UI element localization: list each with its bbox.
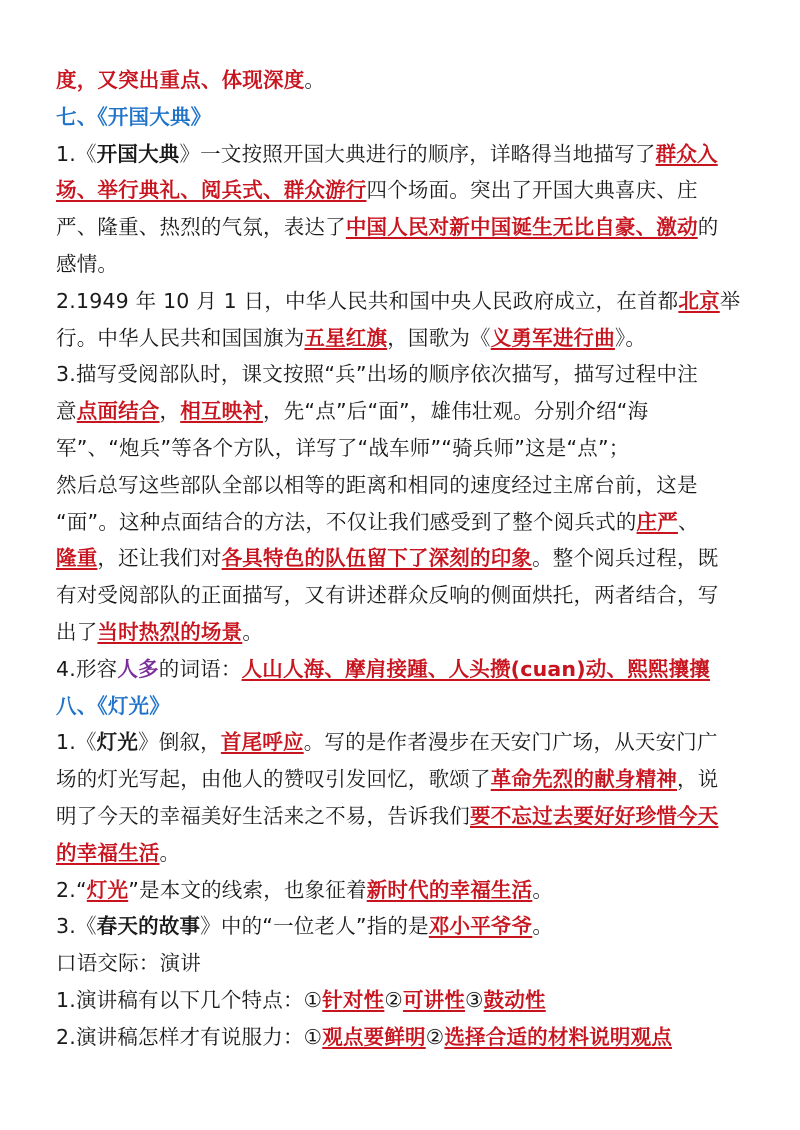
highlighted-answer: 五星红旗 (304, 325, 388, 350)
highlighted-answer: 革命先烈的献身精神 (490, 767, 678, 792)
highlighted-answer: 的幸福生活 (56, 840, 160, 865)
text-line (56, 430, 752, 467)
text-line (56, 283, 752, 320)
text-segment: 明了今天的幸福美好生活来之不易，告诉我们 (56, 803, 470, 828)
bold-title: 灯光 (96, 730, 139, 755)
text-segment: 2.“ (56, 877, 87, 902)
text-segment: 感情。 (56, 251, 119, 276)
text-segment: 》一文按照开国大典进行的顺序，详略得当地描写了 (179, 141, 656, 166)
text-line (56, 724, 752, 761)
text-line (56, 393, 752, 430)
text-segment: 。 (242, 619, 264, 644)
highlighted-answer: 当时热烈的场景 (97, 619, 243, 644)
text-line (56, 540, 752, 577)
text-line (56, 908, 752, 945)
text-segment: ，说 (677, 767, 719, 792)
text-line (56, 246, 752, 283)
text-segment: 有对受阅部队的正面描写，又有讲述群众反响的侧面烘托，两者结合，写 (56, 583, 719, 608)
text-segment: 4.形容 (56, 656, 118, 681)
text-segment: 意 (56, 399, 77, 424)
highlighted-answer: 人山人海、摩肩接踵、人头攒(cuan)动、熙熙攘攘 (241, 656, 710, 681)
text-segment: ，先“点”后“面”，雄伟壮观。分别介绍“海 (263, 399, 649, 424)
highlighted-answer: 选择合适的材料说明观点 (444, 1024, 673, 1049)
text-line (56, 209, 752, 246)
text-segment: 。 (304, 68, 326, 92)
text-line (56, 982, 752, 1019)
text-segment: ，国歌为《 (387, 325, 491, 350)
text-line (56, 835, 752, 872)
text-segment: 》中的“一位老人”指的是 (200, 914, 429, 939)
text-segment: ② (425, 1024, 445, 1049)
text-segment: ， (159, 399, 181, 424)
text-line (56, 320, 752, 357)
text-line (56, 99, 752, 136)
text-line (56, 504, 752, 541)
text-line (56, 945, 752, 982)
highlighted-answer: 义勇军进行曲 (490, 325, 615, 350)
text-line (56, 872, 752, 909)
text-segment: ③ (465, 987, 484, 1012)
text-segment: 1.演讲稿有以下几个特点：① (56, 987, 323, 1012)
text-segment: 1.《 (56, 730, 97, 755)
highlighted-answer: 庄严 (636, 509, 678, 534)
text-segment: 。 (532, 914, 554, 939)
bold-title: 春天的故事 (96, 914, 201, 939)
text-segment: 的词语： (158, 656, 242, 681)
text-segment: 出了 (56, 619, 98, 644)
text-segment: 3.《 (56, 914, 97, 939)
section-heading: 八、《灯光》 (56, 693, 170, 718)
text-line (56, 761, 752, 798)
highlighted-answer: 点面结合 (76, 399, 160, 424)
text-segment: 》。 (614, 325, 647, 350)
text-segment: “面”。这种点面结合的方法，不仅让我们感受到了整个阅兵式的 (56, 509, 637, 534)
text-line (56, 798, 752, 835)
text-segment: 举 (719, 288, 741, 313)
text-segment: 。 (159, 840, 181, 865)
highlighted-answer: 鼓动性 (483, 987, 546, 1012)
text-segment: 然后总写这些部队全部以相等的距离和相同的速度经过主席台前，这是 (56, 472, 698, 497)
text-line (56, 688, 752, 725)
text-line (56, 577, 752, 614)
text-segment: 2.1949 年 10 月 1 日，中华人民共和国中央人民政府成立，在首都 (56, 288, 679, 313)
text-segment: 严、隆重、热烈的气氛，表达了 (56, 215, 346, 240)
text-line (56, 614, 752, 651)
highlighted-answer: 邓小平爷爷 (428, 914, 533, 939)
highlighted-answer: 北京 (678, 288, 720, 313)
highlighted-answer: 各具特色的队伍留下了深刻的印象 (221, 546, 533, 571)
text-segment: 四个场面。突出了开国大典喜庆、庄 (366, 178, 698, 203)
text-segment: 的 (697, 215, 719, 240)
text-segment: 》倒叙， (138, 730, 221, 755)
text-line (56, 467, 752, 504)
highlighted-answer: 隆重 (56, 546, 98, 571)
text-segment: 1.《 (56, 141, 97, 166)
highlighted-answer: 中国人民对新中国诞生无比自豪、激动 (345, 215, 698, 240)
text-segment: 场的灯光写起，由他人的赞叹引发回忆，歌颂了 (56, 767, 491, 792)
text-line (56, 1019, 752, 1056)
highlighted-answer: 灯光 (86, 877, 129, 902)
highlighted-answer: 观点要鲜明 (322, 1024, 426, 1049)
text-line (56, 62, 752, 99)
text-segment: 。 (532, 877, 554, 902)
text-segment: 、 (677, 509, 699, 534)
highlighted-answer: 可讲性 (402, 987, 466, 1012)
document-body (56, 62, 752, 1056)
highlighted-answer: 要不忘过去要好好珍惜今天 (470, 803, 719, 828)
text-segment: 口语交际：演讲 (56, 951, 201, 976)
text-segment: 行。中华人民共和国国旗为 (56, 325, 305, 350)
text-segment: ”是本文的线索，也象征着 (128, 877, 367, 902)
highlighted-keyword: 人多 (117, 656, 159, 681)
highlighted-answer: 度，又突出重点、体现深度 (56, 68, 305, 92)
text-segment: 。整个阅兵过程，既 (532, 546, 719, 571)
text-segment: ② (384, 987, 403, 1012)
bold-title: 开国大典 (96, 141, 180, 166)
highlighted-answer: 首尾呼应 (220, 730, 304, 755)
text-line (56, 172, 752, 209)
section-heading: 七、《开国大典》 (56, 104, 212, 129)
highlighted-answer: 相互映衬 (180, 399, 264, 424)
text-line (56, 356, 752, 393)
text-line (56, 136, 752, 173)
text-segment: 。写的是作者漫步在天安门广场，从天安门广 (303, 730, 718, 755)
highlighted-answer: 针对性 (322, 987, 385, 1012)
text-line (56, 651, 752, 688)
text-segment: 军”、“炮兵”等各个方队，详写了“战车师”“骑兵师”这是“点”； (56, 435, 630, 460)
highlighted-answer: 新时代的幸福生活 (366, 877, 533, 902)
highlighted-answer: 场、举行典礼、阅兵式、群众游行 (56, 178, 367, 203)
highlighted-answer: 群众入 (655, 141, 718, 166)
text-segment: ，还让我们对 (97, 546, 222, 571)
text-segment: 3.描写受阅部队时，课文按照“兵”出场的顺序依次描写，描写过程中注 (56, 362, 698, 387)
text-segment: 2.演讲稿怎样才有说服力：① (56, 1024, 323, 1049)
